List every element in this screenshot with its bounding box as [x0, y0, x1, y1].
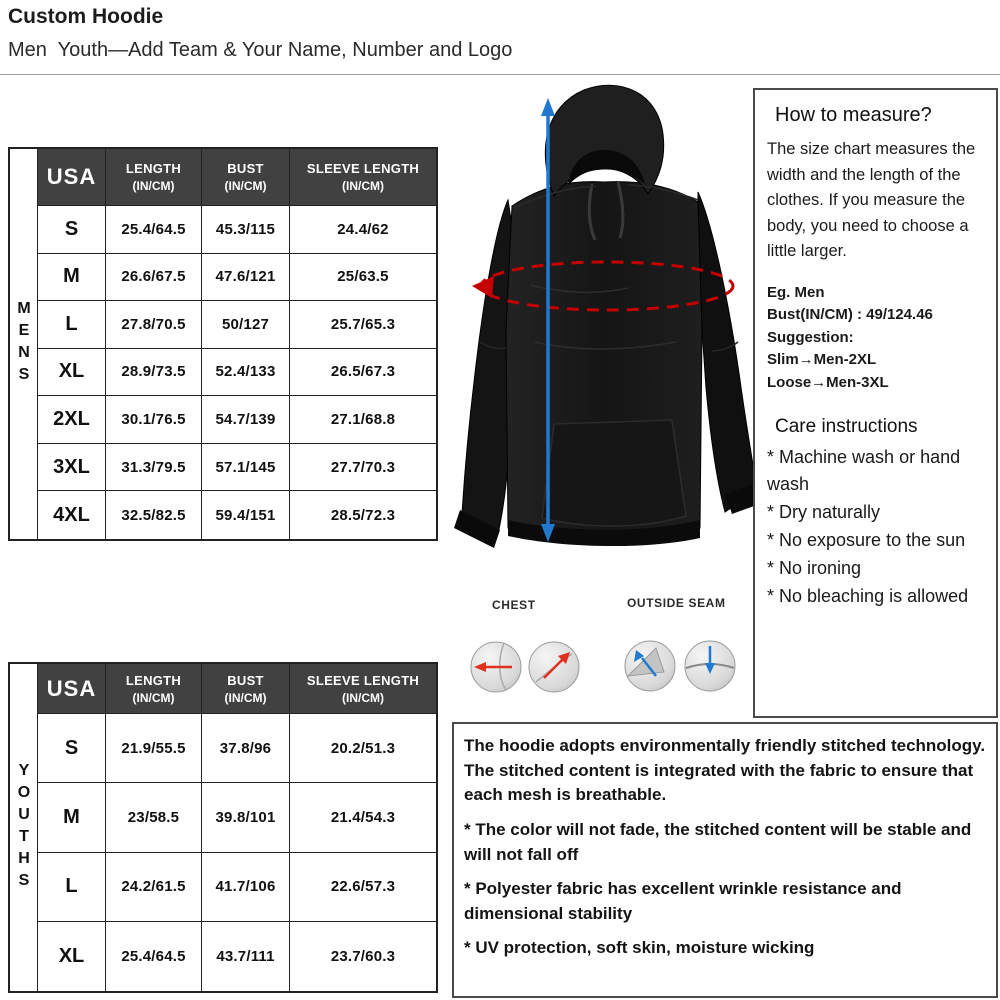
column-header-sleeve — [290, 664, 436, 714]
column-header-label: BUST — [227, 161, 264, 176]
care-item: * No exposure to the sun — [767, 530, 966, 551]
care-item: * Machine wash or hand wash — [767, 447, 961, 495]
outside-seam-label: OUTSIDE SEAM — [627, 596, 726, 610]
youth-side-label: YOUTHS — [15, 761, 33, 894]
size-cell: M — [38, 254, 106, 302]
hoodie-illustration — [442, 80, 762, 610]
column-header-label: USA — [46, 675, 97, 701]
sleeve-cell: 27.7/70.3 — [290, 444, 436, 492]
outside-seam-down-icon — [685, 641, 735, 691]
column-header-sub: (IN/CM) — [342, 179, 384, 193]
measure-example-block — [767, 282, 986, 395]
youth-grid — [38, 664, 436, 991]
page-subtitle: Men Youth—Add Team & Your Name, Number and Logo — [8, 39, 513, 61]
youth-side-strip — [10, 664, 38, 991]
how-to-measure-box — [753, 88, 998, 718]
column-header-usa — [38, 664, 106, 714]
column-header-bust — [202, 149, 290, 206]
youth-size-table — [8, 662, 438, 993]
sleeve-cell: 21.4/54.3 — [290, 783, 436, 852]
bust-cell: 37.8/96 — [202, 714, 290, 783]
bust-cell: 54.7/139 — [202, 396, 290, 444]
size-cell: S — [38, 714, 106, 783]
description-intro: The hoodie adopts environmentally friendly stitched technology. The stitched content is integrated with the fabric to ensure that each mesh is breathable. — [464, 736, 986, 805]
length-cell: 32.5/82.5 — [106, 491, 202, 539]
mens-side-strip — [10, 149, 38, 539]
length-cell: 25.4/64.5 — [106, 206, 202, 254]
column-header-label: USA — [46, 164, 97, 189]
mens-size-table — [8, 147, 438, 541]
length-cell: 30.1/76.5 — [106, 396, 202, 444]
page-title: Custom Hoodie — [8, 5, 164, 28]
description-bullet: * UV protection, soft skin, moisture wicking — [464, 938, 815, 958]
length-cell: 31.3/79.5 — [106, 444, 202, 492]
column-header-sub: (IN/CM) — [224, 690, 267, 705]
bust-cell: 43.7/111 — [202, 922, 290, 991]
care-instructions-list — [767, 444, 986, 610]
column-header-label: SLEEVE LENGTH — [306, 161, 420, 176]
column-header-bust — [202, 664, 290, 714]
care-item: * No ironing — [767, 558, 862, 579]
length-cell: 21.9/55.5 — [106, 714, 202, 783]
hoodie-shape — [454, 85, 762, 548]
chest-fold-icon — [471, 642, 521, 692]
description-bullet: * The color will not fade, the stitched content will be stable and will not fall off — [464, 819, 972, 864]
column-header-usa — [38, 149, 106, 206]
column-header-length — [106, 664, 202, 714]
header-divider — [0, 74, 1000, 75]
sleeve-cell: 27.1/68.8 — [290, 396, 436, 444]
chest-label: CHEST — [492, 598, 536, 612]
length-cell: 26.6/67.5 — [106, 254, 202, 302]
column-header-sleeve — [290, 149, 436, 206]
product-description-box — [452, 722, 998, 998]
size-cell: M — [38, 783, 106, 852]
mens-grid — [38, 149, 436, 539]
size-cell: L — [38, 853, 106, 922]
bust-cell: 39.8/101 — [202, 783, 290, 852]
size-cell: S — [38, 206, 106, 254]
bust-cell: 45.3/115 — [202, 206, 290, 254]
column-header-sub: (IN/CM) — [132, 690, 175, 705]
outside-seam-flap-icon — [625, 641, 675, 691]
care-instructions-title: Care instructions — [775, 416, 918, 438]
size-cell: XL — [38, 922, 106, 991]
description-bullet: * Polyester fabric has excellent wrinkle resistance and dimensional stability — [464, 879, 902, 923]
care-item: * Dry naturally — [767, 502, 881, 523]
sleeve-cell: 25/63.5 — [290, 254, 436, 302]
care-item: * No bleaching is allowed — [767, 586, 969, 607]
column-header-label: BUST — [227, 672, 264, 688]
length-cell: 27.8/70.5 — [106, 301, 202, 349]
size-cell: 3XL — [38, 444, 106, 492]
size-cell: L — [38, 301, 106, 349]
sleeve-cell: 20.2/51.3 — [290, 714, 436, 783]
length-cell: 23/58.5 — [106, 783, 202, 852]
chest-diagonal-fold-icon — [529, 642, 579, 692]
column-header-length — [106, 149, 202, 206]
bust-cell: 52.4/133 — [202, 349, 290, 397]
length-cell: 25.4/64.5 — [106, 922, 202, 991]
size-cell: 2XL — [38, 396, 106, 444]
size-cell: 4XL — [38, 491, 106, 539]
sleeve-cell: 26.5/67.3 — [290, 349, 436, 397]
column-header-label: SLEEVE LENGTH — [306, 672, 420, 688]
sleeve-cell: 24.4/62 — [290, 206, 436, 254]
example-line: Slim→Men-2XL — [767, 351, 877, 369]
mens-side-label: MENS — [15, 300, 33, 388]
bust-cell: 41.7/106 — [202, 853, 290, 922]
sleeve-cell: 25.7/65.3 — [290, 301, 436, 349]
fabric-care-icons — [460, 632, 750, 704]
column-header-sub: (IN/CM) — [132, 179, 175, 193]
how-to-measure-body: The size chart measures the width and the length of the clothes. If you measure the body, you need to choose a little larger. — [767, 140, 976, 261]
length-cell: 28.9/73.5 — [106, 349, 202, 397]
size-cell: XL — [38, 349, 106, 397]
bust-cell: 59.4/151 — [202, 491, 290, 539]
bust-cell: 50/127 — [202, 301, 290, 349]
sleeve-cell: 23.7/60.3 — [330, 947, 396, 965]
bust-cell: 47.6/121 — [202, 254, 290, 302]
column-header-sub: (IN/CM) — [224, 179, 267, 193]
example-line: Loose→Men-3XL — [767, 373, 889, 391]
how-to-measure-title: How to measure? — [775, 104, 932, 126]
example-line: Bust(IN/CM) : 49/124.46 — [767, 306, 933, 324]
length-cell: 24.2/61.5 — [106, 853, 202, 922]
sleeve-cell: 28.5/72.3 — [330, 506, 396, 524]
column-header-sub: (IN/CM) — [342, 690, 384, 705]
example-line: Suggestion: — [767, 328, 854, 346]
bust-cell: 57.1/145 — [202, 444, 290, 492]
column-header-label: LENGTH — [125, 672, 182, 688]
sleeve-cell: 22.6/57.3 — [290, 853, 436, 922]
example-line: Eg. Men — [767, 283, 825, 301]
column-header-label: LENGTH — [125, 161, 182, 176]
